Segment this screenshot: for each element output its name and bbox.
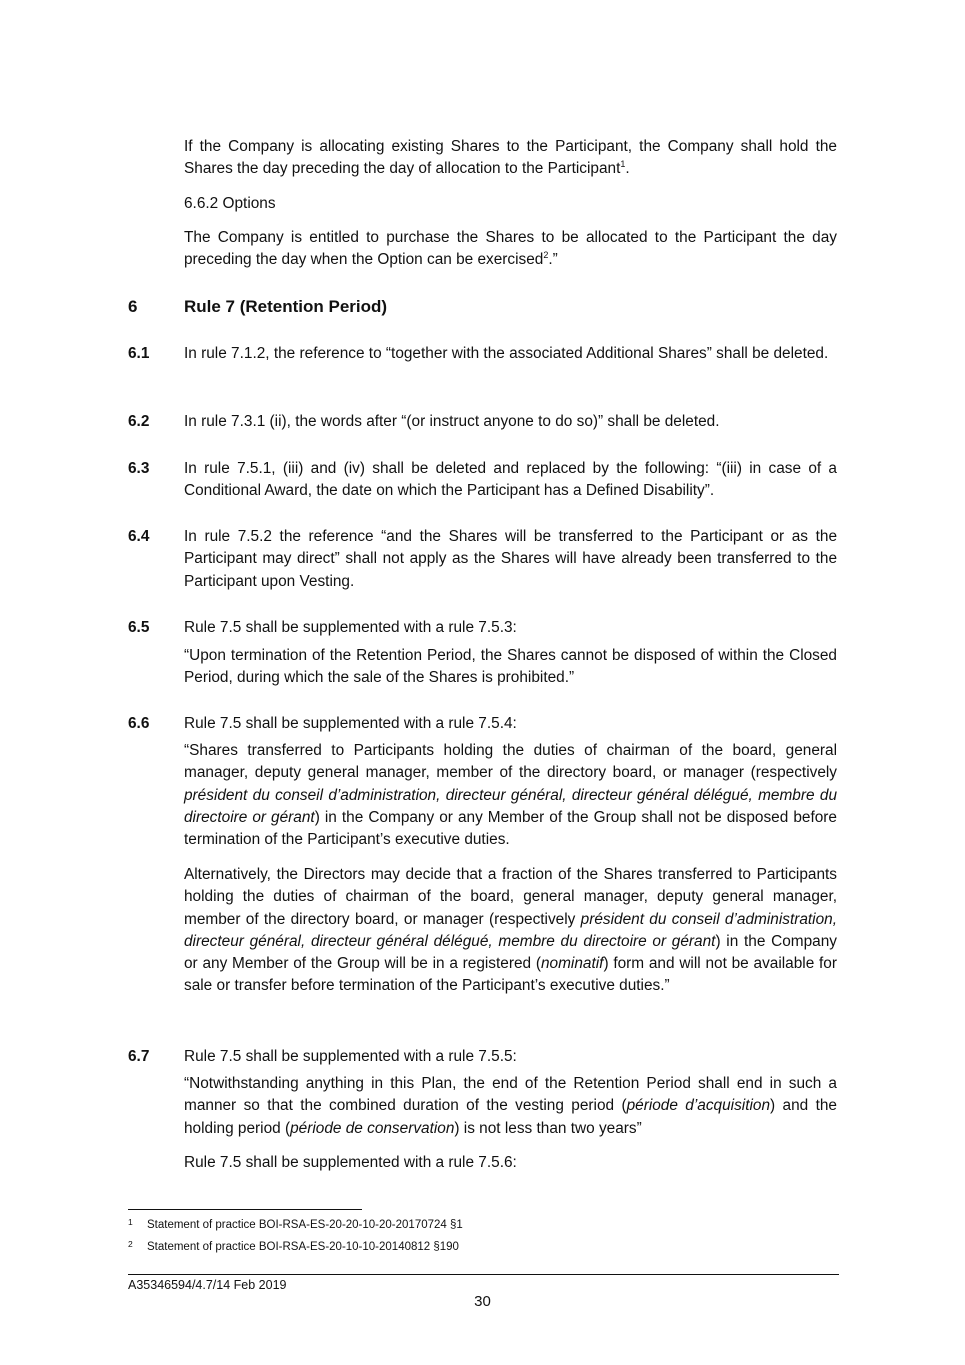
footnote-ref-2[interactable]: 2 (543, 250, 549, 261)
item-number-6-2: 6.2 (128, 413, 150, 430)
subheading-options: 6.6.2 Options (184, 195, 276, 212)
item-number-6-4: 6.4 (128, 528, 150, 545)
item-quote-6-5: “Upon termination of the Retention Period, the Shares cannot be disposed of within the Closed Period, during which the sale of the Shares is prohibited.” (184, 647, 837, 687)
item-quote-6-6-b: Alternatively, the Directors may decide that a fraction of the Shares transferred to Participants holding the duties of chairman of the board, general manager, deputy general manager, member of the directory board, or manager (respectively président du conseil d’administration, directeur général, directeur général délégué, membre du directoire or gérant) in the Company or any Member of the Group will be in a registered (nominatif) form and will not be available for sale or transfer before termination of the Participant’s executive duties.” (184, 866, 837, 995)
footnote-text: Statement of practice BOI-RSA-ES-20-10-10-20140812 §190 (147, 1241, 459, 1253)
page-number: 30 (474, 1293, 491, 1310)
section-title: Rule 7 (Retention Period) (184, 297, 388, 316)
item-quote-6-7: “Notwithstanding anything in this Plan, the end of the Retention Period shall end in such a manner so that the combined duration of the vesting period (période d’acquisition) and the holding period (période de conservation) is not less than two years” (184, 1075, 837, 1137)
item-number-6-5: 6.5 (128, 619, 150, 636)
item-lead-6-6: Rule 7.5 shall be supplemented with a rule 7.5.4: (184, 715, 517, 732)
item-text-6-2: In rule 7.3.1 (ii), the words after “(or instruct anyone to do so)” shall be deleted. (184, 413, 720, 430)
item-lead-6-5: Rule 7.5 shall be supplemented with a rule 7.5.3: (184, 619, 517, 636)
item-number-6-3: 6.3 (128, 460, 150, 477)
item-text-6-4: In rule 7.5.2 the reference “and the Shares will be transferred to the Participant or as the Participant may direct” shall not apply as the Shares will have already been transferred to the Participant upon Vesting. (184, 528, 837, 590)
paragraph-purchase-shares: The Company is entitled to purchase the Shares to be allocated to the Participant the day preceding the day when the Option can be exercised$^2$.” (184, 229, 837, 269)
document-reference: A35346594/4.7/14 Feb 2019 (128, 1278, 287, 1292)
item-number-6-6: 6.6 (128, 715, 150, 732)
item-number-6-7: 6.7 (128, 1048, 150, 1065)
footnote-mark: 1 (128, 1217, 133, 1227)
item-lead-6-7: Rule 7.5 shall be supplemented with a rule 7.5.5: (184, 1048, 517, 1065)
item-quote-6-6-a: “Shares transferred to Participants holding the duties of chairman of the board, general manager, deputy general manager, member of the directory board, or manager (respectively président du conseil d’administration, directeur général, directeur général délégué, membre du directoire or gérant) in the Company or any Member of the Group shall not be disposed before termination of the Participant’s executive duties. (184, 742, 837, 849)
footnote-mark: 2 (128, 1239, 133, 1249)
paragraph-existing-shares: If the Company is allocating existing Shares to the Participant, the Company shall hold the Shares the day preceding the day of allocation to the Participant$^1$. (184, 138, 837, 178)
item-text-6-1: In rule 7.1.2, the reference to “together with the associated Additional Shares” shall be deleted. (184, 345, 829, 362)
item-number-6-1: 6.1 (128, 345, 150, 362)
section-number: 6 (128, 297, 138, 316)
item-text-6-3: In rule 7.5.1, (iii) and (iv) shall be deleted and replaced by the following: “(iii) in case of a Conditional Award, the date on which the Participant has a Defined Disability”. (184, 460, 837, 500)
item-lead-7-5-6: Rule 7.5 shall be supplemented with a rule 7.5.6: (184, 1154, 517, 1171)
footer-separator (128, 1274, 839, 1275)
footnote-text: Statement of practice BOI-RSA-ES-20-20-10-20-20170724 §1 (147, 1219, 463, 1231)
footnote-separator (128, 1209, 362, 1210)
footnote-ref-1[interactable]: 1 (620, 159, 626, 170)
